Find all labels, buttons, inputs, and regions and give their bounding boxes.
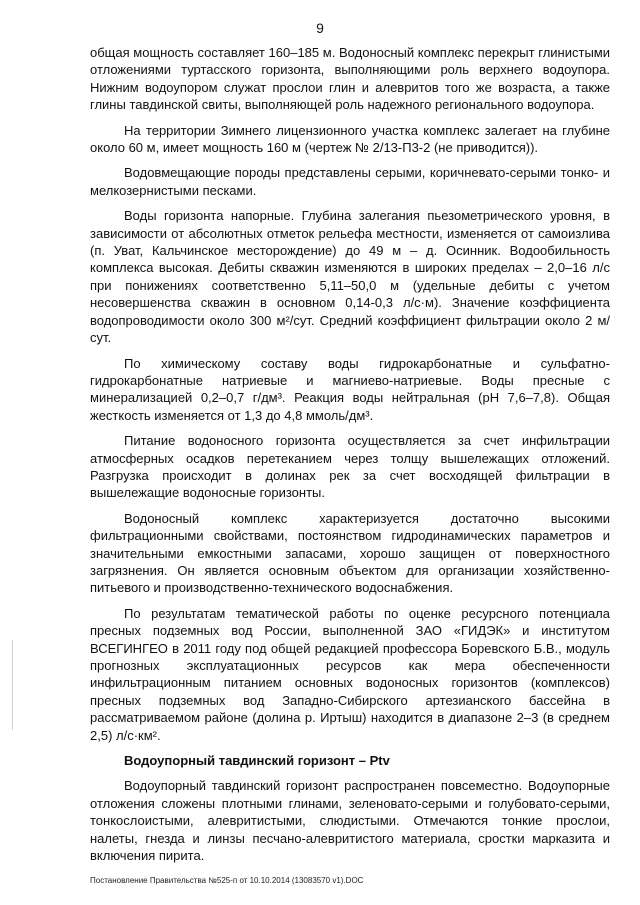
- paragraph: На территории Зимнего лицензионного участка комплекс залегает на глубине около 60 м, имеет мощность 160 м (чертеж № 2/13-П3-2 (не приводится)).: [90, 122, 610, 156]
- document-footer: Постановление Правительства №525-п от 10.10.2014 (13083570 v1).DOC: [90, 876, 364, 885]
- section-heading: Водоупорный тавдинский горизонт – Ptv: [124, 753, 390, 769]
- paragraph: Воды горизонта напорные. Глубина залегания пьезометрического уровня, в зависимости от абсолютных отметок рельефа местности, изменяется от самоизлива (п. Уват, Кальчинское месторождение) до 49 м – д. Осинник. Водообильность комплекса высокая. Дебиты скважин изменяются в широких пределах – 2,0–16 л/с при понижениях соответственно 5,11–50,0 м (удельные дебиты с учетом несовершенства скважин в основном 0,14-0,3 л/с·м). Значение коэффициента водопроводимости около 300 м²/сут. Средний коэффициент фильтрации около 2 м/сут.: [90, 208, 610, 346]
- page-number: 9: [316, 20, 324, 36]
- paragraph: Водоносный комплекс характеризуется достаточно высокими фильтрационными свойствами, постоянством гидродинамических параметров и значительными емкостными запасами, хорошо защищен от поверхностного загрязнения. Он является основным объектом для организации хозяйственно-питьевого и производственно-технического водоснабжения.: [90, 510, 610, 596]
- paragraph: Питание водоносного горизонта осуществляется за счет инфильтрации атмосферных осадков перетеканием через толщу вышележащих отложений. Разгрузка происходит в долинах рек за счет восходящей фильтрации в вышележащие водоносные горизонты.: [90, 433, 610, 501]
- paragraph: Водоупорный тавдинский горизонт распространен повсеместно. Водоупорные отложения сложены плотными глинами, зеленовато-серыми и голубовато-серыми, тонкослоистыми, алевритистыми, слюдистыми. Отмечаются тонкие прослои, налеты, гнезда и линзы песчано-алевритистого материала, сростки марказита и включения пирита.: [90, 778, 610, 864]
- scan-margin-mark: [12, 640, 13, 730]
- paragraph: По результатам тематической работы по оценке ресурсного потенциала пресных подземных вод России, выполненной ЗАО «ГИДЭК» и институтом ВСЕГИНГЕО в 2011 году под общей редакцией профессора Боревского Б.В., модуль прогнозных эксплуатационных ресурсов как мера обеспеченности инфильтрационным питанием основных водоносных горизонтов (комплексов) пресных подземных вод Западно-Сибирского артезианского бассейна в рассматриваемом районе (долина р. Иртыш) находится в диапазоне 2–3 (в среднем 2,5) л/с·км².: [90, 605, 610, 743]
- paragraph: Водовмещающие породы представлены серыми, коричневато-серыми тонко- и мелкозернистыми песками.: [90, 165, 610, 198]
- document-body: [90, 44, 610, 872]
- paragraph: общая мощность составляет 160–185 м. Водоносный комплекс перекрыт глинистыми отложениями туртасского горизонта, выполняющими роль верхнего водоупора. Нижним водоупором служат прослои глин и алевритов того же возраста, а также глины тавдинской свиты, выполняющей роль надежного регионального водоупора.: [90, 45, 610, 113]
- paragraph: По химическому составу воды гидрокарбонатные и сульфатно-гидрокарбонатные натриевые и магниево-натриевые. Воды пресные с минерализацией 0,2–0,7 г/дм³. Реакция воды нейтральная (pH 7,6–7,8). Общая жесткость изменяется от 1,3 до 4,8 ммоль/дм³.: [90, 355, 610, 423]
